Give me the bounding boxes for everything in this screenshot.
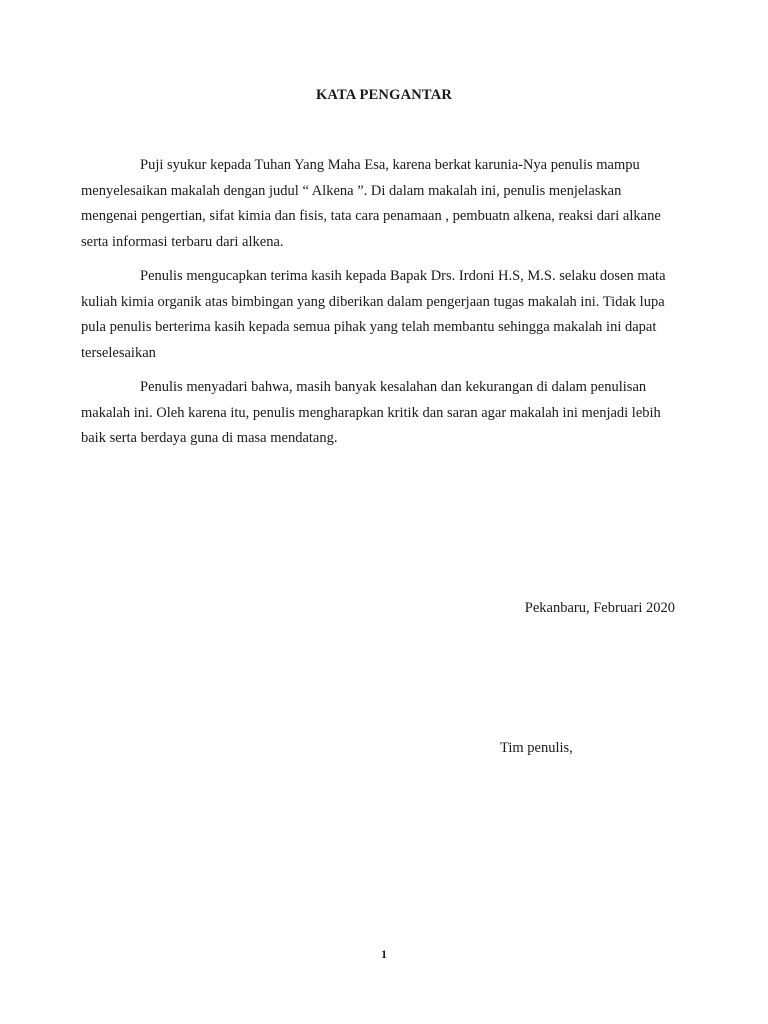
- page-title: KATA PENGANTAR: [315, 87, 453, 103]
- signer: Tim penulis,: [500, 740, 573, 756]
- place-date: Pekanbaru, Februari 2020: [524, 600, 675, 616]
- page-number: 1: [381, 947, 387, 961]
- paragraph-1: Puji syukur kepada Tuhan Yang Maha Esa, karena berkat karunia-Nya penulis mampu menyelesaikan makalah dengan judul “ Alkena ”. Di dalam makalah ini, penulis menjelaskan mengenai pengertian, sifat kimia dan fisis, tata cara penamaan , pembuatn alkena, reaksi dari alkane serta informasi terbaru dari alkena.: [81, 157, 661, 250]
- paragraph-2: Penulis mengucapkan terima kasih kepada Bapak Drs. Irdoni H.S, M.S. selaku dosen mata kuliah kimia organik atas bimbingan yang diberikan dalam pengerjaan tugas makalah ini. Tidak lupa pula penulis berterima kasih kepada semua pihak yang telah membantu sehingga makalah ini dapat terselesaikan: [81, 268, 666, 361]
- body-text: [81, 153, 681, 461]
- paragraph-3: Penulis menyadari bahwa, masih banyak kesalahan dan kekurangan di dalam penulisan makalah ini. Oleh karena itu, penulis mengharapkan kritik dan saran agar makalah ini menjadi lebih baik serta berdaya guna di masa mendatang.: [81, 379, 661, 446]
